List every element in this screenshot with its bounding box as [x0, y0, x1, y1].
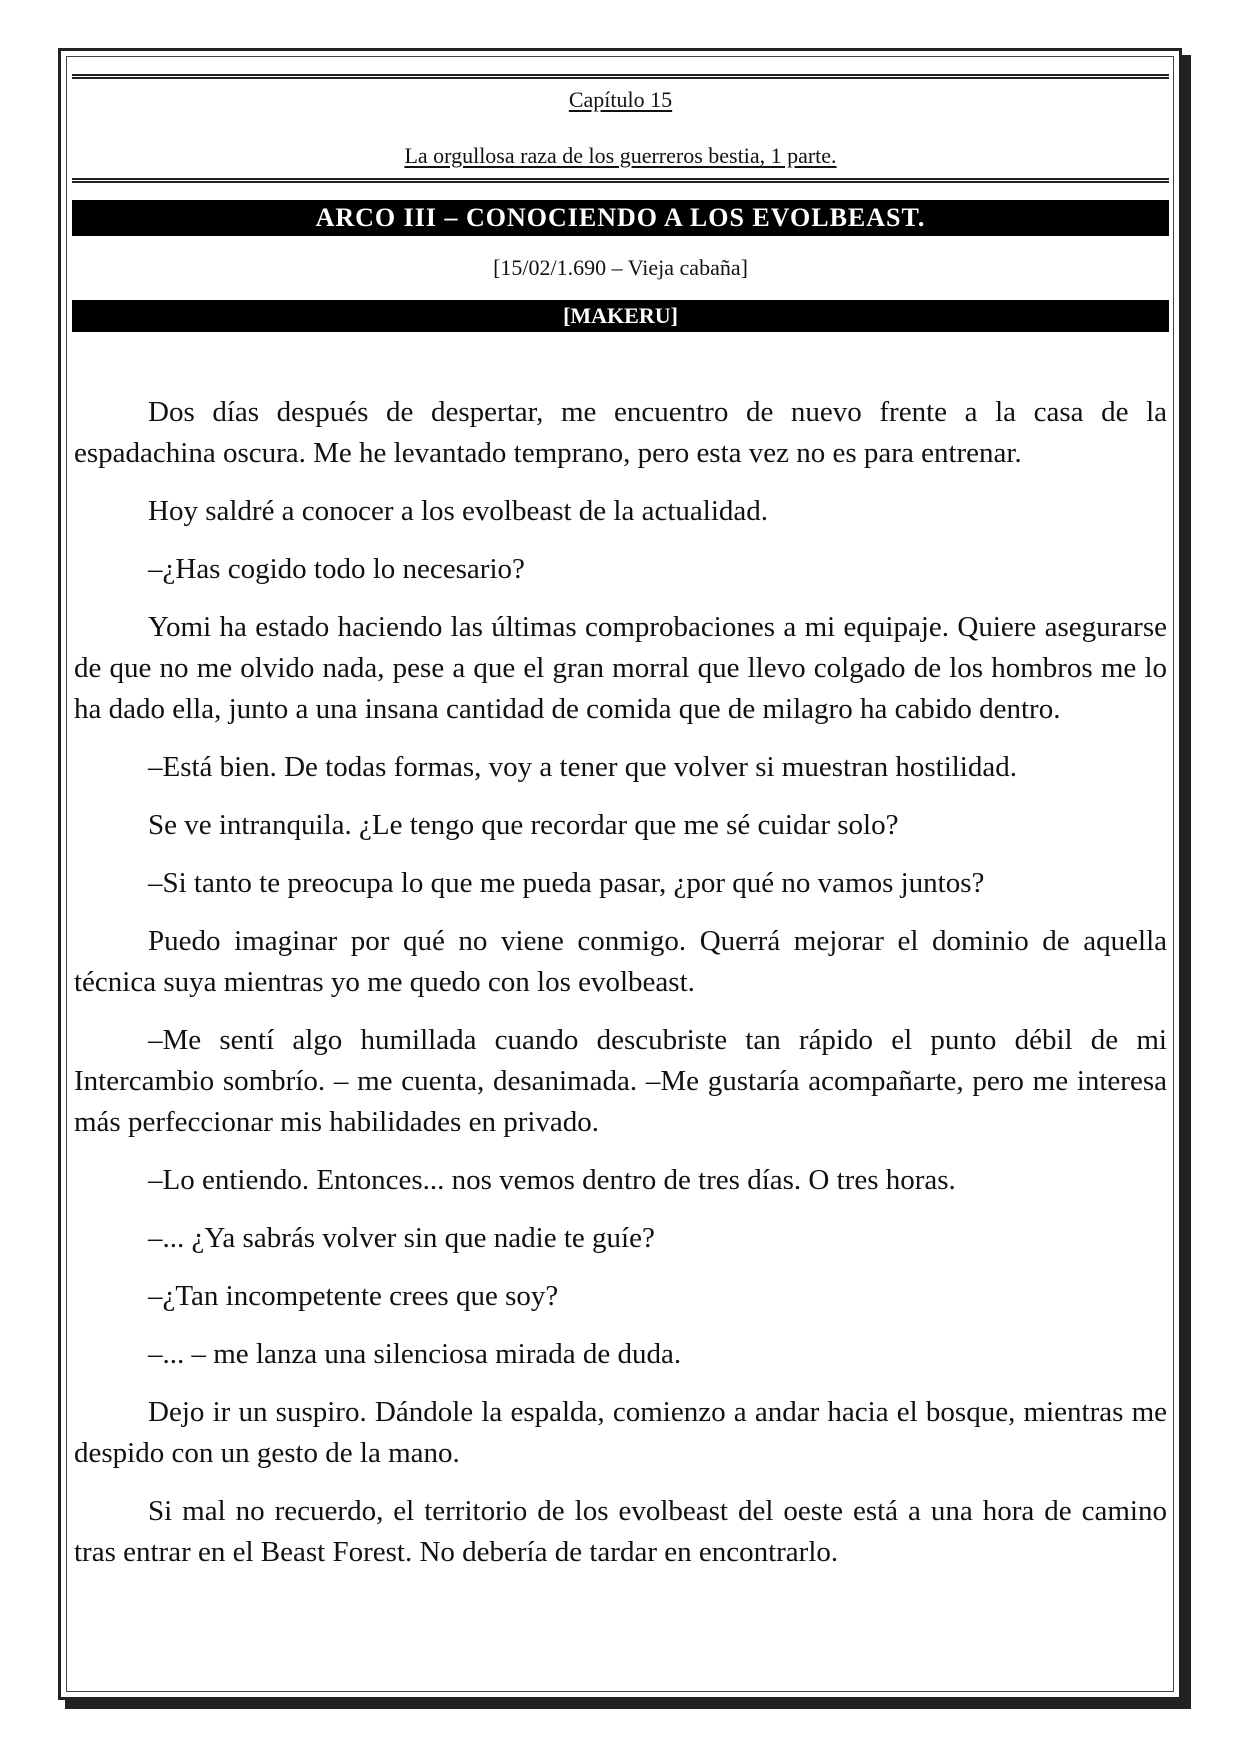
body-text: [74, 392, 1167, 1590]
paragraph: –... – me lanza una silenciosa mirada de duda.: [148, 1338, 682, 1370]
paragraph: –¿Tan incompetente crees que soy?: [148, 1280, 559, 1312]
paragraph: Hoy saldré a conocer a los evolbeast de la actualidad.: [148, 495, 769, 527]
paragraph: Dejo ir un suspiro. Dándole la espalda, comienzo a andar hacia el bosque, mientras me despido con un gesto de la mano.: [74, 1396, 1167, 1469]
paragraph: –Si tanto te preocupa lo que me pueda pasar, ¿por qué no vamos juntos?: [148, 867, 985, 899]
paragraph: Yomi ha estado haciendo las últimas comprobaciones a mi equipaje. Quiere asegurarse de que no me olvido nada, pese a que el gran morral que llevo colgado de los hombros me lo ha dado ella, junto a una insana cantidad de comida que de milagro ha cabido dentro.: [74, 611, 1167, 725]
header-bottom-double-rule: [72, 178, 1169, 183]
pov-banner: [MAKERU]: [72, 300, 1169, 332]
chapter-title: La orgullosa raza de los guerreros bestia, 1 parte.: [404, 143, 837, 168]
paragraph: –Lo entiendo. Entonces... nos vemos dentro de tres días. O tres horas.: [148, 1164, 956, 1196]
arc-banner: ARCO III – CONOCIENDO A LOS EVOLBEAST.: [72, 200, 1169, 236]
top-double-rule: [72, 74, 1169, 79]
dateline: [15/02/1.690 – Vieja cabaña]: [493, 255, 748, 280]
paragraph: –Está bien. De todas formas, voy a tener que volver si muestran hostilidad.: [148, 751, 1017, 783]
paragraph: –... ¿Ya sabrás volver sin que nadie te guíe?: [148, 1222, 655, 1254]
paragraph: Puedo imaginar por qué no viene conmigo. Querrá mejorar el dominio de aquella técnica suya mientras yo me quedo con los evolbeast.: [74, 925, 1167, 998]
paragraph: Dos días después de despertar, me encuentro de nuevo frente a la casa de la espadachina oscura. Me he levantado temprano, pero esta vez no es para entrenar.: [74, 396, 1167, 469]
paragraph: –Me sentí algo humillada cuando descubriste tan rápido el punto débil de mi Intercambio sombrío. – me cuenta, desanimada. –Me gustaría acompañarte, pero me interesa más perfeccionar mis habilidades en privado.: [74, 1024, 1167, 1138]
paragraph: Se ve intranquila. ¿Le tengo que recordar que me sé cuidar solo?: [148, 809, 899, 841]
paragraph: Si mal no recuerdo, el territorio de los evolbeast del oeste está a una hora de camino tras entrar en el Beast Forest. No debería de tardar en encontrarlo.: [74, 1495, 1167, 1568]
chapter-number: Capítulo 15: [568, 87, 673, 112]
paragraph: –¿Has cogido todo lo necesario?: [148, 553, 525, 585]
